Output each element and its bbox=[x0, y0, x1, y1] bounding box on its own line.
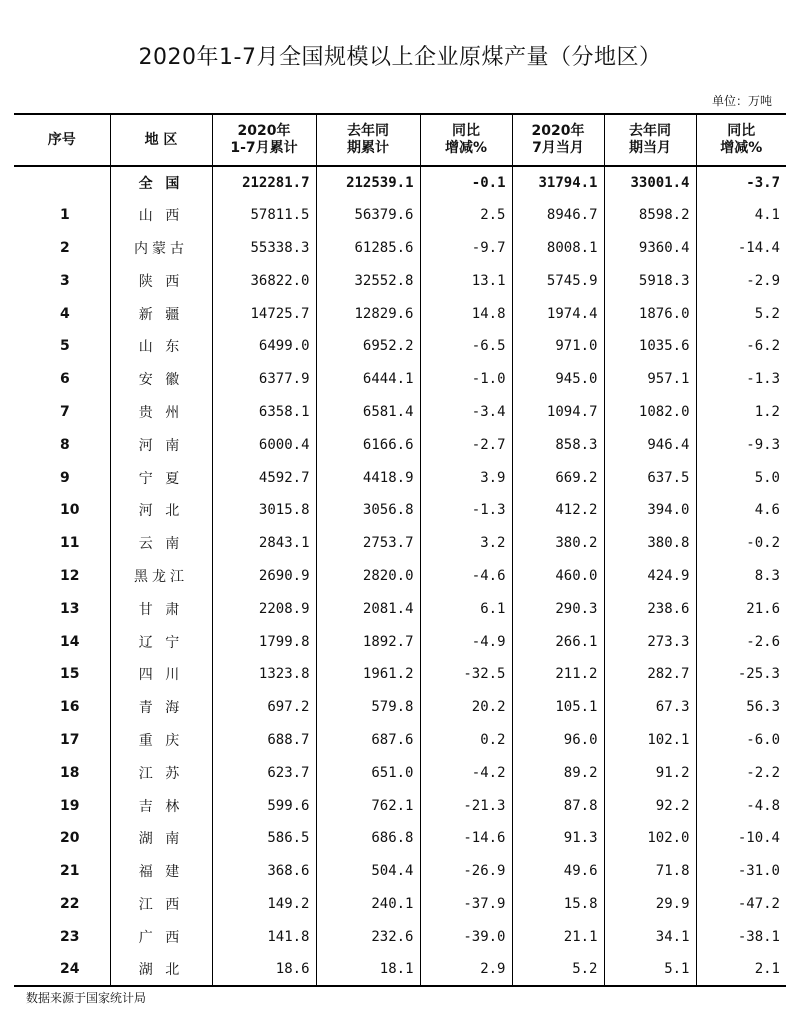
cell-cum-prev: 651.0 bbox=[316, 756, 420, 789]
cell-cum-prev: 2753.7 bbox=[316, 527, 420, 560]
cell-month-prev: 637.5 bbox=[604, 461, 696, 494]
header-cum-yoy-line1: 同比 bbox=[452, 123, 480, 139]
cell-cum-prev: 32552.8 bbox=[316, 264, 420, 297]
cell-cum-yoy: -4.9 bbox=[420, 625, 512, 658]
cell-seq: 22 bbox=[60, 895, 80, 912]
table-row bbox=[14, 428, 786, 461]
cell-region: 河 南 bbox=[110, 428, 212, 461]
cell-month-2020: 89.2 bbox=[512, 756, 604, 789]
cell-month-yoy: -6.0 bbox=[696, 724, 786, 757]
cell-month-prev: 102.0 bbox=[604, 822, 696, 855]
cell-region: 湖 南 bbox=[110, 822, 212, 855]
cell-month-prev: 394.0 bbox=[604, 494, 696, 527]
table-row bbox=[14, 363, 786, 396]
cell-month-yoy: -0.2 bbox=[696, 527, 786, 560]
cell-cum-yoy: -9.7 bbox=[420, 232, 512, 265]
cell-cum-yoy: 2.9 bbox=[420, 953, 512, 986]
cell-cum-2020: 599.6 bbox=[212, 789, 316, 822]
cell-cum-prev: 2081.4 bbox=[316, 592, 420, 625]
cell-month-yoy: -2.2 bbox=[696, 756, 786, 789]
cell-month-prev: 34.1 bbox=[604, 920, 696, 953]
cell-month-yoy: 2.1 bbox=[696, 953, 786, 986]
cell-cum-prev: 762.1 bbox=[316, 789, 420, 822]
cell-region: 安 徽 bbox=[110, 363, 212, 396]
cell-month-prev: 957.1 bbox=[604, 363, 696, 396]
cell-cum-yoy: -14.6 bbox=[420, 822, 512, 855]
cell-cum-prev: 56379.6 bbox=[316, 199, 420, 232]
cell-cum-yoy: -26.9 bbox=[420, 855, 512, 888]
header-cum-prev-line2: 期累计 bbox=[347, 140, 389, 156]
table-body bbox=[14, 166, 786, 986]
table-row bbox=[14, 756, 786, 789]
cell-month-2020: 945.0 bbox=[512, 363, 604, 396]
cell-month-yoy: 56.3 bbox=[696, 691, 786, 724]
cell-month-2020: 1974.4 bbox=[512, 297, 604, 330]
header-month-prev-line1: 去年同 bbox=[629, 123, 671, 139]
cell-month-yoy: 21.6 bbox=[696, 592, 786, 625]
cell-month-2020: 290.3 bbox=[512, 592, 604, 625]
cell-cum-2020: 1799.8 bbox=[212, 625, 316, 658]
cell-cum-yoy: -4.6 bbox=[420, 560, 512, 593]
cell-cum-2020: 141.8 bbox=[212, 920, 316, 953]
cell-month-2020: 971.0 bbox=[512, 330, 604, 363]
page-title: 2020年1-7月全国规模以上企业原煤产量（分地区） bbox=[138, 45, 662, 70]
cell-cum-2020: 688.7 bbox=[212, 724, 316, 757]
cell-seq: 9 bbox=[60, 469, 70, 486]
cell-seq: 11 bbox=[60, 535, 80, 552]
cell-seq bbox=[14, 166, 110, 199]
cell-cum-2020: 14725.7 bbox=[212, 297, 316, 330]
header-month-2020-line2: 7月当月 bbox=[532, 140, 584, 156]
cell-cum-prev: 504.4 bbox=[316, 855, 420, 888]
cell-month-prev: 5.1 bbox=[604, 953, 696, 986]
cell-cum-prev: 2820.0 bbox=[316, 560, 420, 593]
cell-cum-2020: 55338.3 bbox=[212, 232, 316, 265]
cell-region: 吉 林 bbox=[110, 789, 212, 822]
cell-month-yoy: 4.1 bbox=[696, 199, 786, 232]
cell-region: 江 苏 bbox=[110, 756, 212, 789]
cell-region: 河 北 bbox=[110, 494, 212, 527]
cell-month-prev: 102.1 bbox=[604, 724, 696, 757]
cell-month-2020: 211.2 bbox=[512, 658, 604, 691]
cell-month-2020: 5745.9 bbox=[512, 264, 604, 297]
cell-month-2020: 858.3 bbox=[512, 428, 604, 461]
cell-cum-yoy: 0.2 bbox=[420, 724, 512, 757]
cell-region: 黑龙江 bbox=[110, 560, 212, 593]
cell-month-yoy: 5.2 bbox=[696, 297, 786, 330]
cell-month-2020: 380.2 bbox=[512, 527, 604, 560]
cell-month-prev: 424.9 bbox=[604, 560, 696, 593]
cell-month-yoy: -10.4 bbox=[696, 822, 786, 855]
cell-month-yoy: 5.0 bbox=[696, 461, 786, 494]
cell-cum-yoy: -39.0 bbox=[420, 920, 512, 953]
cell-seq: 7 bbox=[60, 403, 70, 420]
table-row bbox=[14, 297, 786, 330]
cell-cum-yoy: -6.5 bbox=[420, 330, 512, 363]
cell-seq: 14 bbox=[60, 633, 80, 650]
table-row bbox=[14, 560, 786, 593]
table-row bbox=[14, 461, 786, 494]
cell-cum-prev: 579.8 bbox=[316, 691, 420, 724]
cell-cum-yoy: 20.2 bbox=[420, 691, 512, 724]
cell-region: 陕 西 bbox=[110, 264, 212, 297]
cell-month-2020: 49.6 bbox=[512, 855, 604, 888]
cell-month-2020: 87.8 bbox=[512, 789, 604, 822]
cell-month-yoy: -47.2 bbox=[696, 888, 786, 921]
cell-cum-prev: 6166.6 bbox=[316, 428, 420, 461]
table-row bbox=[14, 691, 786, 724]
cell-month-prev: 238.6 bbox=[604, 592, 696, 625]
cell-region: 四 川 bbox=[110, 658, 212, 691]
cell-seq: 5 bbox=[60, 338, 70, 355]
header-region: 地 区 bbox=[110, 114, 212, 166]
table-row bbox=[14, 232, 786, 265]
cell-month-prev: 33001.4 bbox=[604, 166, 696, 199]
table-row bbox=[14, 855, 786, 888]
cell-month-2020: 5.2 bbox=[512, 953, 604, 986]
table-row bbox=[14, 527, 786, 560]
cell-cum-prev: 6952.2 bbox=[316, 330, 420, 363]
cell-cum-2020: 3015.8 bbox=[212, 494, 316, 527]
cell-seq: 10 bbox=[60, 502, 80, 519]
cell-cum-prev: 61285.6 bbox=[316, 232, 420, 265]
table-row bbox=[14, 264, 786, 297]
header-seq: 序号 bbox=[14, 114, 110, 166]
cell-month-prev: 92.2 bbox=[604, 789, 696, 822]
cell-month-prev: 29.9 bbox=[604, 888, 696, 921]
header-month-yoy-line2: 增减% bbox=[720, 140, 763, 156]
cell-month-prev: 67.3 bbox=[604, 691, 696, 724]
cell-cum-2020: 6499.0 bbox=[212, 330, 316, 363]
cell-month-yoy: -9.3 bbox=[696, 428, 786, 461]
cell-cum-yoy: -32.5 bbox=[420, 658, 512, 691]
table-row bbox=[14, 625, 786, 658]
cell-month-prev: 5918.3 bbox=[604, 264, 696, 297]
table-row bbox=[14, 724, 786, 757]
source-note: 数据来源于国家统计局 bbox=[26, 991, 147, 1005]
cell-month-prev: 91.2 bbox=[604, 756, 696, 789]
cell-month-2020: 8008.1 bbox=[512, 232, 604, 265]
cell-cum-prev: 6444.1 bbox=[316, 363, 420, 396]
cell-month-prev: 8598.2 bbox=[604, 199, 696, 232]
cell-month-yoy: -38.1 bbox=[696, 920, 786, 953]
cell-seq: 3 bbox=[60, 272, 70, 289]
cell-cum-2020: 6000.4 bbox=[212, 428, 316, 461]
cell-region: 湖 北 bbox=[110, 953, 212, 986]
table-row bbox=[14, 789, 786, 822]
cell-cum-yoy: -4.2 bbox=[420, 756, 512, 789]
header-month-2020 bbox=[512, 114, 604, 166]
cell-cum-2020: 212281.7 bbox=[212, 166, 316, 199]
cell-month-2020: 266.1 bbox=[512, 625, 604, 658]
header-cum-2020-line2: 1-7月累计 bbox=[230, 140, 298, 156]
cell-cum-prev: 6581.4 bbox=[316, 396, 420, 429]
cell-month-prev: 71.8 bbox=[604, 855, 696, 888]
cell-month-2020: 8946.7 bbox=[512, 199, 604, 232]
cell-month-prev: 1876.0 bbox=[604, 297, 696, 330]
cell-cum-2020: 586.5 bbox=[212, 822, 316, 855]
cell-cum-2020: 2690.9 bbox=[212, 560, 316, 593]
cell-month-yoy: 4.6 bbox=[696, 494, 786, 527]
cell-cum-2020: 6377.9 bbox=[212, 363, 316, 396]
cell-cum-2020: 2208.9 bbox=[212, 592, 316, 625]
cell-cum-prev: 4418.9 bbox=[316, 461, 420, 494]
cell-seq: 17 bbox=[60, 731, 80, 748]
cell-region: 山 东 bbox=[110, 330, 212, 363]
cell-cum-yoy: -2.7 bbox=[420, 428, 512, 461]
table-row-total bbox=[14, 166, 786, 199]
header-cum-yoy bbox=[420, 114, 512, 166]
header-row bbox=[14, 114, 786, 166]
cell-month-2020: 460.0 bbox=[512, 560, 604, 593]
cell-cum-yoy: 14.8 bbox=[420, 297, 512, 330]
cell-region: 江 西 bbox=[110, 888, 212, 921]
header-month-2020-line1: 2020年 bbox=[531, 123, 585, 139]
table-row bbox=[14, 396, 786, 429]
cell-region: 广 西 bbox=[110, 920, 212, 953]
cell-cum-yoy: -3.4 bbox=[420, 396, 512, 429]
cell-cum-prev: 12829.6 bbox=[316, 297, 420, 330]
cell-month-prev: 1082.0 bbox=[604, 396, 696, 429]
header-cum-yoy-line2: 增减% bbox=[444, 140, 488, 156]
cell-cum-yoy: 6.1 bbox=[420, 592, 512, 625]
cell-cum-yoy: -1.0 bbox=[420, 363, 512, 396]
cell-month-prev: 282.7 bbox=[604, 658, 696, 691]
cell-cum-yoy: 3.2 bbox=[420, 527, 512, 560]
header-cum-prev bbox=[316, 114, 420, 166]
cell-month-2020: 21.1 bbox=[512, 920, 604, 953]
table-row bbox=[14, 888, 786, 921]
header-month-yoy-line1: 同比 bbox=[727, 123, 756, 139]
cell-cum-yoy: -37.9 bbox=[420, 888, 512, 921]
table-row bbox=[14, 494, 786, 527]
cell-month-2020: 31794.1 bbox=[512, 166, 604, 199]
cell-cum-2020: 57811.5 bbox=[212, 199, 316, 232]
cell-seq: 24 bbox=[14, 953, 110, 986]
table-row bbox=[14, 199, 786, 232]
cell-month-2020: 105.1 bbox=[512, 691, 604, 724]
cell-region: 宁 夏 bbox=[110, 461, 212, 494]
cell-month-prev: 380.8 bbox=[604, 527, 696, 560]
cell-cum-prev: 212539.1 bbox=[316, 166, 420, 199]
table-row bbox=[14, 592, 786, 625]
cell-seq: 8 bbox=[60, 436, 70, 453]
cell-region: 云 南 bbox=[110, 527, 212, 560]
cell-seq: 1 bbox=[60, 207, 70, 224]
cell-month-2020: 669.2 bbox=[512, 461, 604, 494]
cell-seq: 20 bbox=[60, 830, 80, 847]
cell-cum-prev: 1892.7 bbox=[316, 625, 420, 658]
cell-month-yoy: -6.2 bbox=[696, 330, 786, 363]
cell-region: 内蒙古 bbox=[110, 232, 212, 265]
cell-seq: 15 bbox=[60, 666, 80, 683]
header-cum-2020-line1: 2020年 bbox=[237, 123, 291, 139]
cell-cum-2020: 36822.0 bbox=[212, 264, 316, 297]
cell-cum-prev: 18.1 bbox=[316, 953, 420, 986]
cell-month-prev: 1035.6 bbox=[604, 330, 696, 363]
cell-month-yoy: -31.0 bbox=[696, 855, 786, 888]
cell-seq: 2 bbox=[60, 239, 70, 256]
cell-region: 重 庆 bbox=[110, 724, 212, 757]
cell-month-prev: 273.3 bbox=[604, 625, 696, 658]
cell-cum-2020: 623.7 bbox=[212, 756, 316, 789]
table-row bbox=[14, 953, 786, 986]
cell-cum-yoy: 13.1 bbox=[420, 264, 512, 297]
cell-month-yoy: -2.9 bbox=[696, 264, 786, 297]
header-month-prev-line2: 期当月 bbox=[629, 140, 671, 156]
cell-cum-2020: 18.6 bbox=[212, 953, 316, 986]
cell-seq: 21 bbox=[60, 863, 80, 880]
cell-month-prev: 9360.4 bbox=[604, 232, 696, 265]
cell-month-yoy: -2.6 bbox=[696, 625, 786, 658]
cell-cum-prev: 232.6 bbox=[316, 920, 420, 953]
cell-region: 全 国 bbox=[110, 166, 212, 199]
header-cum-2020 bbox=[212, 114, 316, 166]
cell-month-yoy: 1.2 bbox=[696, 396, 786, 429]
cell-cum-2020: 149.2 bbox=[212, 888, 316, 921]
cell-cum-2020: 6358.1 bbox=[212, 396, 316, 429]
cell-cum-2020: 368.6 bbox=[212, 855, 316, 888]
cell-region: 山 西 bbox=[110, 199, 212, 232]
cell-month-2020: 15.8 bbox=[512, 888, 604, 921]
cell-region: 甘 肃 bbox=[110, 592, 212, 625]
coal-production-table bbox=[14, 113, 786, 987]
cell-month-2020: 412.2 bbox=[512, 494, 604, 527]
cell-seq: 19 bbox=[60, 797, 80, 814]
cell-month-yoy: -1.3 bbox=[696, 363, 786, 396]
cell-region: 辽 宁 bbox=[110, 625, 212, 658]
cell-cum-yoy: 3.9 bbox=[420, 461, 512, 494]
cell-cum-2020: 697.2 bbox=[212, 691, 316, 724]
cell-region: 新 疆 bbox=[110, 297, 212, 330]
unit-label: 单位：万吨 bbox=[711, 94, 772, 108]
cell-cum-2020: 4592.7 bbox=[212, 461, 316, 494]
cell-cum-yoy: -21.3 bbox=[420, 789, 512, 822]
cell-seq: 23 bbox=[60, 928, 80, 945]
table-row bbox=[14, 920, 786, 953]
cell-cum-prev: 240.1 bbox=[316, 888, 420, 921]
header-cum-prev-line1: 去年同 bbox=[347, 123, 389, 139]
cell-month-yoy: -4.8 bbox=[696, 789, 786, 822]
cell-month-2020: 96.0 bbox=[512, 724, 604, 757]
header-month-prev bbox=[604, 114, 696, 166]
cell-seq: 12 bbox=[60, 567, 80, 584]
cell-cum-yoy: -0.1 bbox=[420, 166, 512, 199]
cell-cum-prev: 1961.2 bbox=[316, 658, 420, 691]
cell-seq: 6 bbox=[60, 371, 70, 388]
cell-cum-prev: 3056.8 bbox=[316, 494, 420, 527]
cell-month-prev: 946.4 bbox=[604, 428, 696, 461]
cell-seq: 16 bbox=[60, 699, 80, 716]
cell-cum-yoy: -1.3 bbox=[420, 494, 512, 527]
cell-region: 福 建 bbox=[110, 855, 212, 888]
cell-seq: 18 bbox=[60, 764, 80, 781]
cell-cum-yoy: 2.5 bbox=[420, 199, 512, 232]
table-row bbox=[14, 822, 786, 855]
header-month-yoy bbox=[696, 114, 786, 166]
cell-cum-2020: 1323.8 bbox=[212, 658, 316, 691]
cell-cum-prev: 686.8 bbox=[316, 822, 420, 855]
cell-region: 青 海 bbox=[110, 691, 212, 724]
table-row bbox=[14, 330, 786, 363]
cell-month-2020: 91.3 bbox=[512, 822, 604, 855]
cell-cum-prev: 687.6 bbox=[316, 724, 420, 757]
cell-cum-2020: 2843.1 bbox=[212, 527, 316, 560]
cell-month-yoy: -3.7 bbox=[696, 166, 786, 199]
cell-month-yoy: -14.4 bbox=[696, 232, 786, 265]
cell-region: 贵 州 bbox=[110, 396, 212, 429]
cell-seq: 4 bbox=[60, 305, 70, 322]
cell-seq: 13 bbox=[60, 600, 80, 617]
cell-month-yoy: 8.3 bbox=[696, 560, 786, 593]
cell-month-yoy: -25.3 bbox=[696, 658, 786, 691]
cell-month-2020: 1094.7 bbox=[512, 396, 604, 429]
table-row bbox=[14, 658, 786, 691]
